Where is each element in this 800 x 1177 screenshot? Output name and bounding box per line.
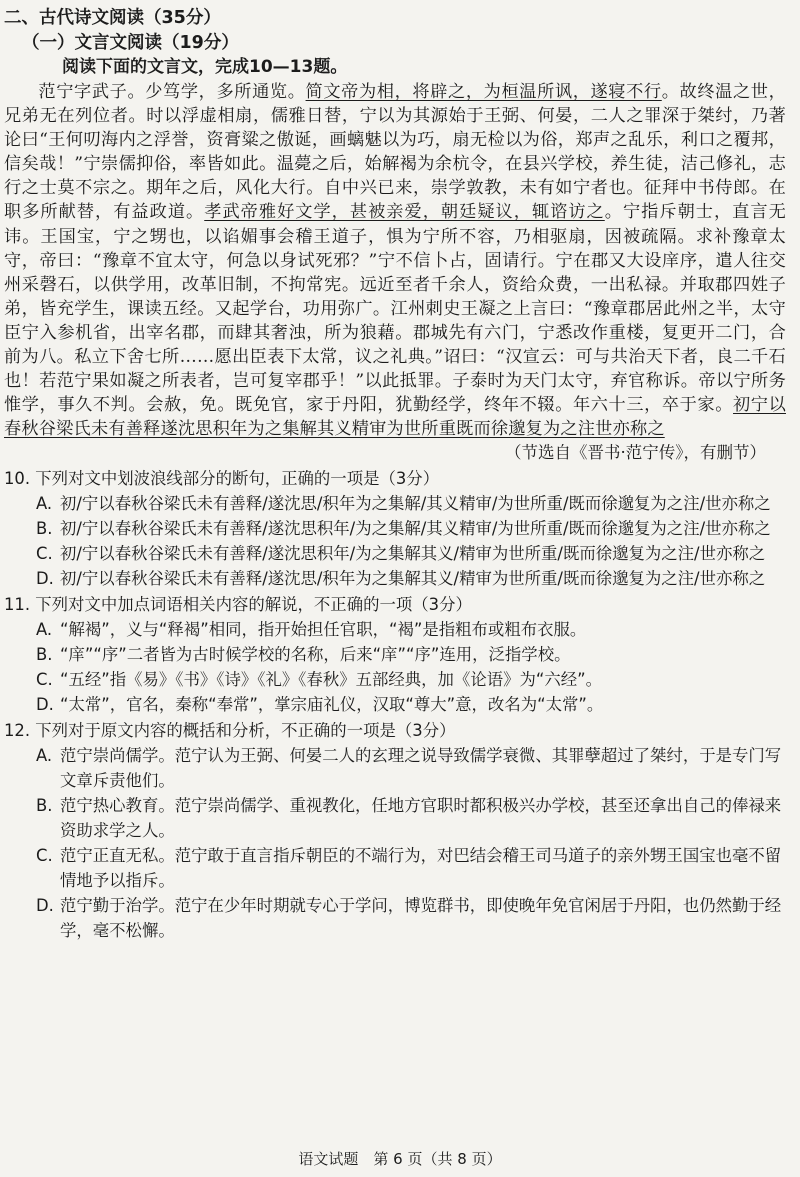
option-label: C.: [36, 544, 53, 564]
passage-paragraph: [4, 80, 786, 441]
option-label: D.: [36, 569, 54, 589]
classical-passage: [4, 80, 786, 441]
question-stem: 12. 下列对于原文内容的概括和分析，不正确的一项是（3分）: [4, 721, 456, 741]
option-d[interactable]: [36, 692, 786, 717]
page-footer: 语文试题 第 6 页（共 8 页）: [298, 1150, 502, 1168]
passage-source: （节选自《晋书·范宁传》，有删节）: [505, 443, 766, 463]
option-c[interactable]: [36, 541, 786, 566]
option-label: C.: [36, 846, 53, 866]
option-b[interactable]: [36, 642, 786, 667]
option-label: A.: [36, 620, 53, 640]
option-label: A.: [36, 746, 53, 766]
option-text: 范宁勤于治学。范宁在少年时期就专心于学问，博览群书，即使晚年免官闲居于丹阳，也仍然勤于经学，毫不松懈。: [60, 896, 782, 941]
option-text: 初/宁以春秋谷梁氏未有善释/遂沈思积年/为之集解/其义精审/为世所重/既而徐邈复为之注/世亦称之: [60, 519, 771, 539]
option-b[interactable]: [36, 793, 786, 843]
option-text: “庠”“序”二者皆为古时候学校的名称，后来“庠”“序”连用，泛指学校。: [60, 645, 571, 665]
question-11: [4, 592, 786, 717]
question-12: [4, 718, 786, 943]
option-c[interactable]: [36, 843, 786, 893]
wavy-underlined-segment: 初宁以春秋谷梁氏未有善释遂沈思积年为之集解其义精审为世所重既而徐邈复为之注世亦称之: [4, 395, 786, 440]
option-text: 范宁正直无私。范宁敢于直言指斥朝臣的不端行为，对巴结会稽王司马道子的亲外甥王国宝也毫不留情地予以指斥。: [60, 846, 782, 891]
passage-text: 。故终温之世，兄弟无在列位者。时以浮虚相扇，儒雅日替，宁以为其源始于王弼、何晏，二人之罪深于桀纣，乃著论曰“王何叨海内之浮誉，资膏粱之傲诞，画螭魅以为巧，扇无检以为俗，郑声之乱乐，利口之覆邦，信矣哉！”宁崇儒抑俗，率皆如此。温薨之后，始解褐为余杭令，在县兴学校，养生徒，洁己修礼，志行之士莫不宗之。期年之后，风化大行。自中兴已来，崇学敦教，未有如宁者也。征拜中书侍郎。在职多所献替，有益政道。: [4, 82, 786, 223]
option-label: B.: [36, 645, 53, 665]
option-d[interactable]: [36, 566, 786, 591]
option-label: B.: [36, 519, 53, 539]
option-text: 范宁热心教育。范宁崇尚儒学、重视教化，任地方官职时都积极兴办学校，甚至还拿出自己的俸禄来资助求学之人。: [60, 796, 782, 841]
option-text: 范宁崇尚儒学。范宁认为王弼、何晏二人的玄理之说导致儒学衰微、其罪孽超过了桀纣，于是专门写文章斥责他们。: [60, 746, 782, 791]
option-text: “五经”指《易》《书》《诗》《礼》《春秋》五部经典，加《论语》为“六经”。: [60, 670, 603, 690]
subsection-title: （一）文言文阅读（19分）: [22, 33, 239, 53]
option-text: 初/宁以春秋谷梁氏未有善释/遂沈思/积年为之集解/其义精审/为世所重/既而徐邈复为之注/世亦称之: [60, 494, 771, 514]
passage-text: 范宁字武子。少笃学，多所通览。: [38, 82, 306, 102]
option-text: 初/宁以春秋谷梁氏未有善释/遂沈思积年/为之集解其义/精审为世所重/既而徐邈复为之注/世亦称之: [60, 544, 766, 564]
option-label: A.: [36, 494, 53, 514]
option-b[interactable]: [36, 516, 786, 541]
option-label: B.: [36, 796, 53, 816]
option-d[interactable]: [36, 893, 786, 943]
option-a[interactable]: [36, 491, 786, 516]
option-text: 初/宁以春秋谷梁氏未有善释/遂沈思/积年为之集解其义/精审为世所重/既而徐邈复为之注/世亦称之: [60, 569, 766, 589]
option-c[interactable]: [36, 667, 786, 692]
underlined-sentence-2: 孝武帝雅好文学，甚被亲爱，朝廷疑议，辄谘访之: [204, 202, 605, 223]
option-text: “解褐”，义与“释褐”相同，指开始担任官职，“褐”是指粗布或粗布衣服。: [60, 620, 587, 640]
question-10: [4, 466, 786, 591]
reading-instruction: 阅读下面的文言文，完成10—13题。: [62, 57, 348, 77]
question-stem: 10. 下列对文中划波浪线部分的断句，正确的一项是（3分）: [4, 469, 440, 489]
option-a[interactable]: [36, 617, 786, 642]
question-stem: 11. 下列对文中加点词语相关内容的解说，不正确的一项（3分）: [4, 595, 472, 615]
section-title: 二、古代诗文阅读（35分）: [4, 8, 221, 28]
underlined-sentence-1: 简文帝为相，将辟之，为桓温所讽，遂寝不行: [305, 82, 662, 102]
passage-text: 。宁指斥朝士，直言无讳。王国宝，宁之甥也，以谄媚事会稽王道子，惧为宁所不容，乃相驱扇，因被疏隔。求补豫章太守，帝曰：“豫章不宜太守，何急以身试死邪？”宁不信卜占，固请行。宁在郡又大设庠序，遣人往交州采磬石，以供学用，改革旧制，不拘常宪。远近至者千余人，资给众费，一出私禄。并取郡四姓子弟，皆充学生，课读五经。又起学台，功用弥广。江州刺史王凝之上言曰：“豫章郡居此州之半，太守臣宁入参机省，出宰名郡，而肆其奢浊，所为狼藉。郡城先有六门，宁悉改作重楼，复更开二门，合前为八。私立下舍七所……愿出臣表下太常，议之礼典。”诏曰：“汉宣云：可与共治天下者，良二千石也！若范宁果如凝之所表者，岂可复宰郡乎！”以此抵罪。子泰时为天门太守，弃官称诉。帝以宁所务惟学，事久不判。会赦，免。既免官，家于丹阳，犹勤经学，终年不辍。年六十三，卒于家。: [4, 202, 786, 416]
option-text: “太常”，官名，秦称“奉常”，掌宗庙礼仪，汉取“尊大”意，改名为“太常”。: [60, 695, 604, 715]
option-label: D.: [36, 896, 54, 916]
option-a[interactable]: [36, 743, 786, 793]
option-label: D.: [36, 695, 54, 715]
option-label: C.: [36, 670, 53, 690]
